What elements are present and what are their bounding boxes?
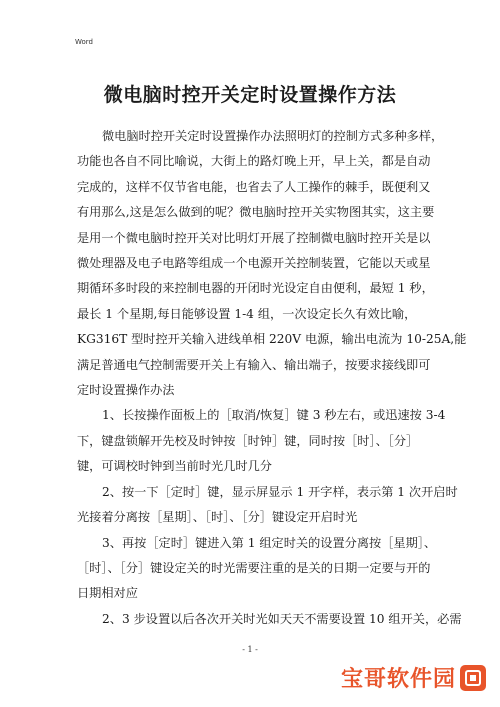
paragraph-line: 日期相对应 bbox=[77, 586, 138, 601]
paragraph-line: 微处理器及电子电路等组成一个电源开关控制装置，它能以天或星 bbox=[77, 256, 431, 271]
paragraph-line: 定时设置操作办法 bbox=[77, 383, 175, 398]
paragraph-line: 完成的，这样不仅节省电能，也省去了人工操作的棘手，既便利又 bbox=[77, 179, 431, 194]
paragraph-line: 有用那么,这是怎么做到的呢？微电脑时控开关实物图其实，这主要 bbox=[77, 205, 435, 220]
watermark-text: 宝哥软件园 bbox=[340, 667, 456, 692]
paragraph-line: 3、再按［定时］键进入第 1 组定时关的设置分离按［星期］、 bbox=[102, 535, 437, 550]
paragraph-line: 1、长按操作面板上的［取消/恢复］键 3 秒左右，或迅速按 3-4 bbox=[102, 408, 446, 423]
paragraph-line: 2、按一下［定时］键，显示屏显示 1 开字样，表示第 1 次开启时 bbox=[102, 484, 458, 499]
header-label: Word bbox=[75, 38, 93, 46]
page-number: - 1 - bbox=[242, 645, 258, 654]
paragraph-line: 期循环多时段的来控制电器的开闭时光设定自由便利，最短 1 秒， bbox=[77, 281, 434, 296]
paragraph-line: ［时］、［分］键设定关的时光需要注重的是关的日期一定要与开的 bbox=[77, 560, 431, 575]
paragraph-line: 微电脑时控开关定时设置操作办法照明灯的控制方式多种多样， bbox=[102, 129, 444, 143]
body-text bbox=[77, 124, 467, 632]
paragraph-line: 满足普通电气控制需要开关上有输入、输出端子，按要求接线即可 bbox=[77, 357, 431, 372]
paragraph-line: 2、3 步设置以后各次开关时光如天天不需要设置 10 组开关，必需 bbox=[102, 611, 462, 626]
paragraph-line: 下，键盘锁解开先校及时钟按［时钟］键，同时按［时］、［分］ bbox=[77, 433, 419, 448]
paragraph-line: 最长 1 个星期,每日能够设置 1-4 组，一次设定长久有效比喻， bbox=[77, 306, 417, 321]
paragraph-line: KG316T 型时控开关输入进线单相 220V 电源，输出电流为 10-25A,能 bbox=[77, 332, 467, 347]
document-title: 微电脑时控开关定时设置操作方法 bbox=[103, 84, 397, 106]
boxed-logo-icon bbox=[460, 665, 486, 691]
watermark bbox=[337, 660, 490, 695]
paragraph-line: 功能也各自不同比喻说，大街上的路灯晚上开，早上关，都是自动 bbox=[77, 154, 431, 169]
paragraph-line: 键，可调校时钟到当前时光几时几分 bbox=[77, 459, 272, 474]
paragraph-line: 是用一个微电脑时控开关对比明灯开展了控制微电脑时控开关是以 bbox=[77, 230, 431, 245]
paragraph-line: 光接着分离按［星期］、［时］、［分］键设定开启时光 bbox=[77, 510, 358, 525]
